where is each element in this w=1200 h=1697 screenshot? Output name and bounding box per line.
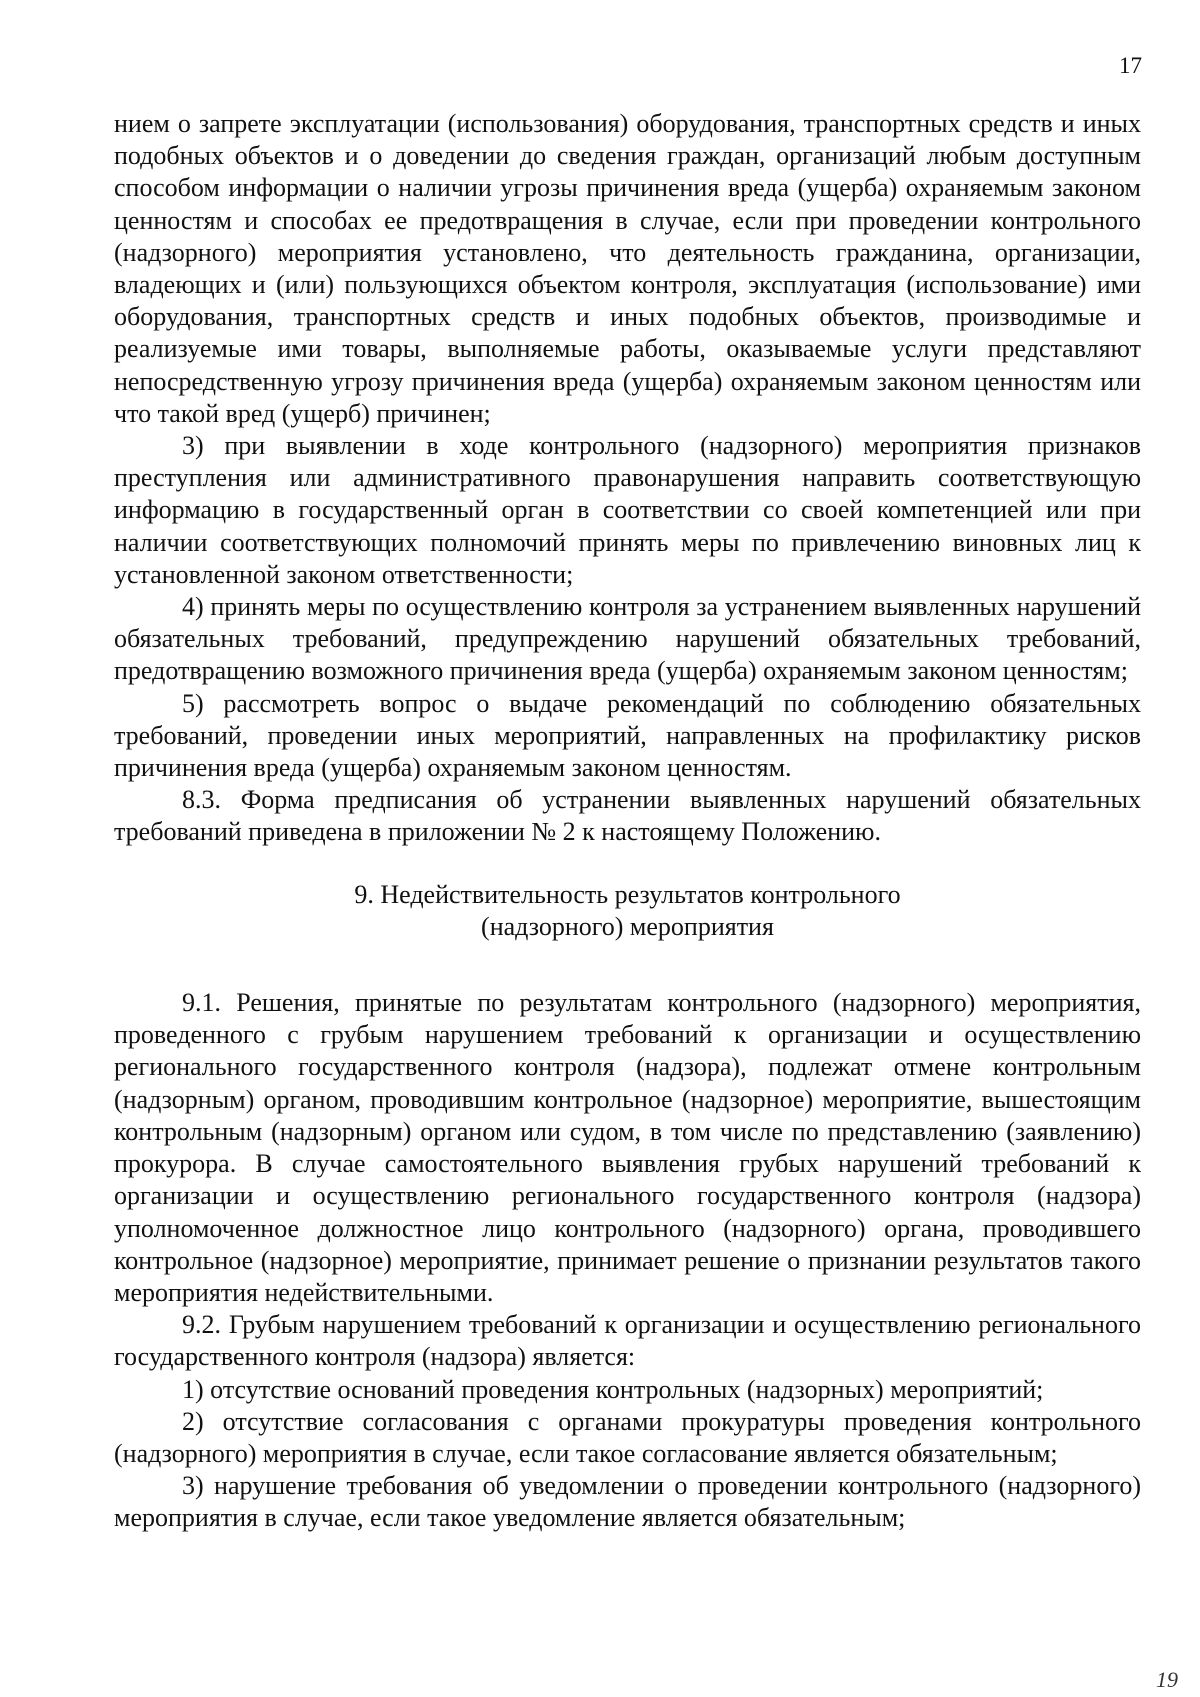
paragraph: 8.3. Форма предписания об устранении выявленных нарушений обязательных требований приведена в приложении № 2 к настоящему Положению.: [114, 785, 1141, 847]
paragraph: 1) отсутствие оснований проведения контрольных (надзорных) мероприятий;: [182, 1374, 1044, 1404]
paragraph: 9.1. Решения, принятые по результатам контрольного (надзорного) мероприятия, проведенного с грубым нарушением требований к организации и осуществлению регионального государственного контроля (надзора), подлежат отмене контрольным (надзорным) органом, проводившим контрольное (надзорное) мероприятие, вышестоящим контрольным (надзорным) органом или судом, в том числе по представлению (заявлению) прокурора. В случае самостоятельного выявления грубых нарушений требований к организации и осуществлению регионального государственного контроля (надзора) уполномоченное должностное лицо контрольного (надзорного) органа, проводившего контрольное (надзорное) мероприятие, принимает решение о признании результатов такого мероприятия недействительными.: [114, 988, 1141, 1307]
section-heading-line-2: (надзорного) мероприятия: [481, 911, 774, 941]
paragraph: 3) нарушение требования об уведомлении о проведении контрольного (надзорного) мероприятия в случае, если такое уведомление является обязательным;: [114, 1471, 1141, 1533]
paragraphs-after-section: [114, 987, 1141, 1534]
section-heading: [114, 879, 1141, 943]
handwritten-page-mark: 19: [1156, 1667, 1178, 1692]
section-heading-line-1: 9. Недействительность результатов контрольного: [354, 879, 901, 909]
paragraph: 4) принять меры по осуществлению контроля за устранением выявленных нарушений обязательных требований, предупреждению нарушений обязательных требований, предотвращению возможного причинения вреда (ущерба) охраняемым законом ценностям;: [114, 592, 1141, 686]
document-body: [114, 108, 1141, 1535]
paragraph: 2) отсутствие согласования с органами прокуратуры проведения контрольного (надзорного) мероприятия в случае, если такое согласование является обязательным;: [114, 1406, 1141, 1468]
paragraph: 9.2. Грубым нарушением требований к организации и осуществлению регионального государственного контроля (надзора) является:: [114, 1310, 1141, 1372]
paragraph: 5) рассмотреть вопрос о выдаче рекомендаций по соблюдению обязательных требований, проведении иных мероприятий, направленных на профилактику рисков причинения вреда (ущерба) охраняемым законом ценностям.: [114, 688, 1141, 783]
paragraphs-before-section: [114, 108, 1141, 849]
page-number: 17: [1119, 53, 1142, 78]
paragraph: 3) при выявлении в ходе контрольного (надзорного) мероприятия признаков преступления или административного правонарушения направить соответствующую информацию в государственный орган в соответствии со своей компетенцией или при наличии соответствующих полномочий принять меры по привлечению виновных лиц к установленной законом ответственности;: [114, 431, 1141, 589]
paragraph: нием о запрете эксплуатации (использования) оборудования, транспортных средств и иных подобных объектов и о доведении до сведения граждан, организаций любым доступным способом информации о наличии угрозы причинения вреда (ущерба) охраняемым законом ценностям и способах ее предотвращения в случае, если при проведении контрольного (надзорного) мероприятия установлено, что деятельность гражданина, организации, владеющих и (или) пользующихся объектом контроля, эксплуатация (использование) ими оборудования, транспортных средств и иных подобных объектов, производимые и реализуемые ими товары, выполняемые работы, оказываемые услуги представляют непосредственную угрозу причинения вреда (ущерба) охраняемым законом ценностям или что такой вред (ущерб) причинен;: [114, 109, 1141, 428]
